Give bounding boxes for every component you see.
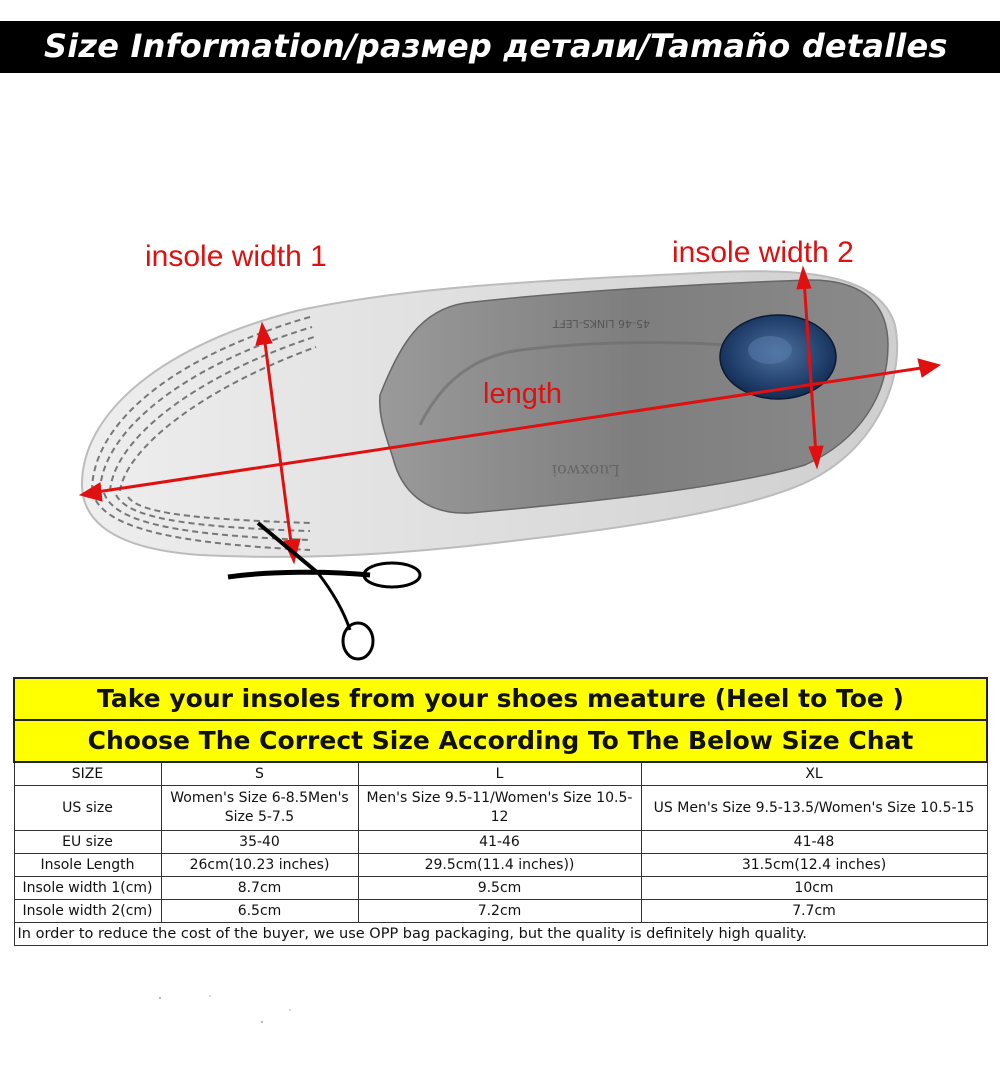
table-row bbox=[14, 900, 987, 923]
row-label: Insole Length bbox=[14, 854, 161, 877]
size-xl-cell: 31.5cm(12.4 inches) bbox=[641, 854, 987, 877]
page-title: Size Information/размер детали/Tamaño detalles bbox=[44, 27, 948, 65]
choose-size-instruction: Choose The Correct Size According To The Below Size Chat bbox=[14, 720, 987, 762]
size-s-cell: 35-40 bbox=[161, 831, 358, 854]
insole-image bbox=[82, 271, 897, 557]
size-l-cell: L bbox=[358, 762, 641, 786]
row-label: US size bbox=[14, 786, 161, 831]
size-s-cell: 26cm(10.23 inches) bbox=[161, 854, 358, 877]
packaging-note-row bbox=[14, 923, 987, 946]
size-s-cell: 8.7cm bbox=[161, 877, 358, 900]
size-xl-cell: 41-48 bbox=[641, 831, 987, 854]
svg-text:Luoxwoi: Luoxwoi bbox=[551, 461, 620, 480]
row-label: EU size bbox=[14, 831, 161, 854]
size-s-cell: 6.5cm bbox=[161, 900, 358, 923]
size-s-cell: Women's Size 6-8.5Men's Size 5-7.5 bbox=[161, 786, 358, 831]
size-xl-cell: 7.7cm bbox=[641, 900, 987, 923]
svg-text:45-46 LINKS-LEFT: 45-46 LINKS-LEFT bbox=[552, 317, 650, 330]
size-l-cell: 29.5cm(11.4 inches)) bbox=[358, 854, 641, 877]
measure-instruction: Take your insoles from your shoes meature (Heel to Toe ) bbox=[14, 678, 987, 720]
row-label: SIZE bbox=[14, 762, 161, 786]
size-l-cell: 41-46 bbox=[358, 831, 641, 854]
size-xl-cell: 10cm bbox=[641, 877, 987, 900]
size-chart-table bbox=[13, 677, 988, 946]
row-label: Insole width 2(cm) bbox=[14, 900, 161, 923]
insole-width-1-label: insole width 1 bbox=[145, 240, 327, 273]
size-s-cell: S bbox=[161, 762, 358, 786]
decorative-dots bbox=[150, 990, 310, 1030]
size-xl-cell: XL bbox=[641, 762, 987, 786]
instruction-banner bbox=[14, 678, 987, 720]
size-l-cell: 7.2cm bbox=[358, 900, 641, 923]
size-l-cell: 9.5cm bbox=[358, 877, 641, 900]
title-bar bbox=[0, 21, 1000, 73]
length-label: length bbox=[483, 378, 563, 410]
row-label: Insole width 1(cm) bbox=[14, 877, 161, 900]
size-l-cell: Men's Size 9.5-11/Women's Size 10.5-12 bbox=[358, 786, 641, 831]
table-row bbox=[14, 762, 987, 786]
table-row bbox=[14, 831, 987, 854]
packaging-note: In order to reduce the cost of the buyer, we use OPP bag packaging, but the quality is definitely high quality. bbox=[14, 923, 987, 946]
table-row bbox=[14, 854, 987, 877]
insole-width-2-label: insole width 2 bbox=[672, 236, 854, 269]
table-row bbox=[14, 786, 987, 831]
table-row bbox=[14, 877, 987, 900]
size-xl-cell: US Men's Size 9.5-13.5/Women's Size 10.5-15 bbox=[641, 786, 987, 831]
choose-size-banner bbox=[14, 720, 987, 762]
